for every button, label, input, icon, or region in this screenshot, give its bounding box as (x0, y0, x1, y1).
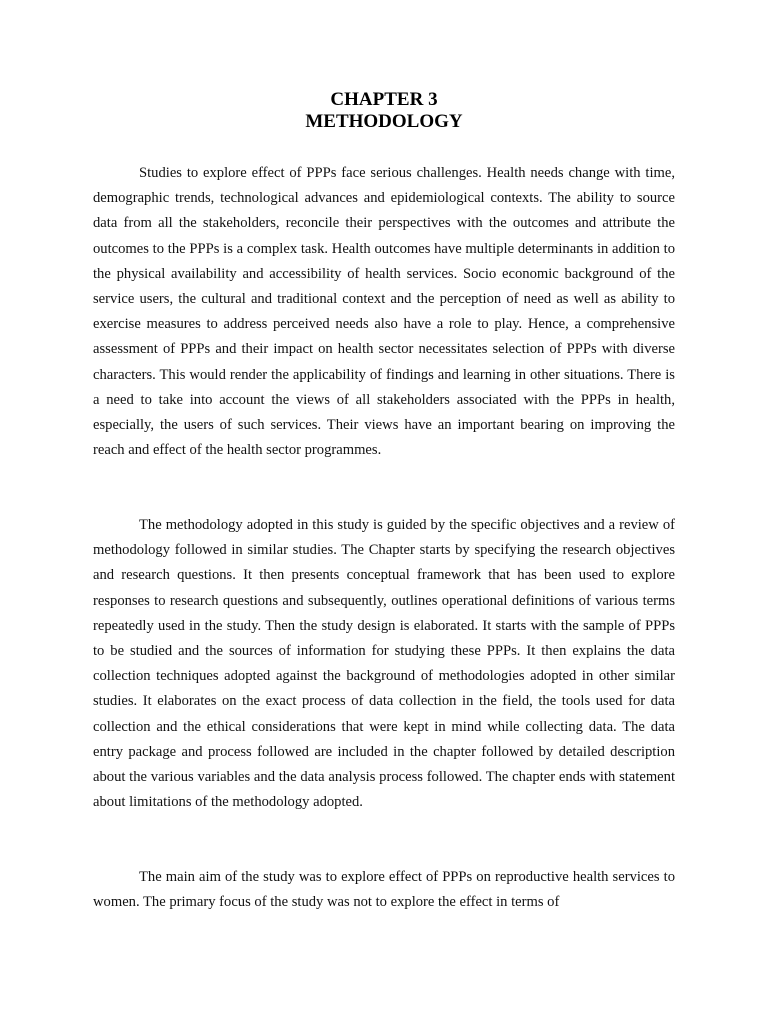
paragraph: The methodology adopted in this study is guided by the specific objectives and a review of methodology followed in similar studies. The Chapter starts by specifying the research objectives and research questions. It then presents conceptual framework that has been used to explore responses to research questions and subsequently, outlines operational definitions of various terms repeatedly used in the study. Then the study design is elaborated. It starts with the sample of PPPs to be studied and the sources of information for studying these PPPs. It then explains the data collection techniques adopted against the background of methodologies adopted in other similar studies. It elaborates on the exact process of data collection in the field, the tools used for data collection and the ethical considerations that were kept in mind while collecting data. The data entry package and process followed are included in the chapter followed by detailed description about the various variables and the data analysis process followed. The chapter ends with statement about limitations of the methodology adopted. (93, 517, 675, 811)
chapter-label: CHAPTER 3 (330, 89, 438, 110)
paragraph: The main aim of the study was to explore effect of PPPs on reproductive health services to women. The primary focus of the study was not to explore the effect in terms of (93, 869, 675, 911)
chapter-title: METHODOLOGY (305, 111, 463, 132)
paragraph: Studies to explore effect of PPPs face serious challenges. Health needs change with time, demographic trends, technological advances and epidemiological contexts. The ability to source data from all the stakeholders, reconcile their perspectives with the outcomes and attribute the outcomes to the PPPs is a complex task. Health outcomes have multiple determinants in addition to the physical availability and accessibility of health services. Socio economic background of the service users, the cultural and traditional context and the perception of need as well as ability to exercise measures to address perceived needs also have a role to play. Hence, a comprehensive assessment of PPPs and their impact on health sector necessitates selection of PPPs with diverse characters. This would render the applicability of findings and learning in other situations. There is a need to take into account the views of all stakeholders associated with the PPPs in health, especially, the users of such services. Their views have an important bearing on improving the reach and effect of the health sector programmes. (93, 165, 675, 459)
